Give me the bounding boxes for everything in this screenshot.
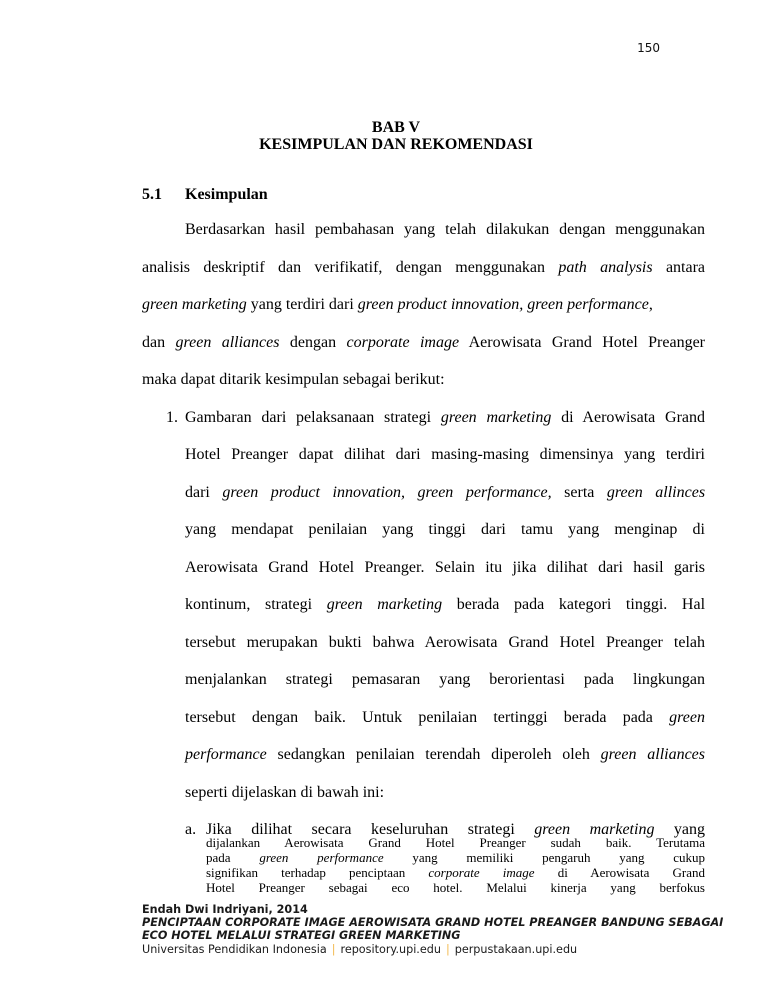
chapter-heading <box>0 119 768 153</box>
footer-repository-link[interactable]: repository.upi.edu <box>340 942 441 956</box>
footer-library-link[interactable]: perpustakaan.upi.edu <box>454 942 578 956</box>
item1-line-8 <box>185 670 705 690</box>
intro-line-2 <box>142 258 705 278</box>
text: di Aerowisata Grand <box>561 409 706 426</box>
term: performance <box>185 746 267 763</box>
term: green allinces <box>606 484 706 501</box>
item1-line-7 <box>185 633 705 653</box>
item1a-line-3 <box>206 851 705 865</box>
item1-line-9 <box>185 708 705 728</box>
footer-title-line-1: PENCIPTAAN CORPORATE IMAGE AEROWISATA GRAND HOTEL PREANGER BANDUNG SEBAGAI <box>142 916 724 930</box>
text: dijalankan Aerowisata Grand Hotel Preanger sudah baik. Terutama <box>206 835 705 850</box>
term: path analysis <box>558 259 653 276</box>
item1-line-2 <box>185 445 705 465</box>
term: green performance <box>259 850 384 865</box>
item1a-line-5 <box>206 881 705 895</box>
intro-line-3 <box>142 295 653 315</box>
section-number: 5.1 <box>142 186 162 203</box>
term: green <box>669 709 705 726</box>
term: green marketing <box>440 409 552 426</box>
footer-author: Endah Dwi Indriyani, 2014 <box>142 903 308 916</box>
text: pada <box>206 850 231 865</box>
list-marker-1: 1. <box>166 409 178 426</box>
text: berada pada kategori tinggi. Hal <box>456 596 706 613</box>
text: serta <box>564 484 595 501</box>
text: menjalankan strategi pemasaran yang berorientasi pada lingkungan <box>185 671 705 688</box>
text: yang mendapat penilaian yang tinggi dari tamu yang menginap di <box>185 521 705 538</box>
text: tersebut dengan baik. Untuk penilaian tertinggi berada pada <box>185 709 653 726</box>
footer-links <box>142 943 742 956</box>
term: green alliances <box>600 746 706 763</box>
footer-separator: | <box>331 942 336 956</box>
section-title: Kesimpulan <box>185 186 268 203</box>
item1-line-1 <box>185 408 705 428</box>
chapter-label: BAB V <box>371 119 421 136</box>
text: kontinum, strategi <box>185 596 313 613</box>
item1-line-11 <box>185 783 384 803</box>
item1a-line-2 <box>206 836 705 850</box>
term: green alliances <box>175 334 280 351</box>
footer <box>142 903 742 956</box>
term: green marketing <box>534 821 655 838</box>
text: di Aerowisata Grand <box>557 865 705 880</box>
term: green product innovation, green performance, <box>222 484 552 501</box>
item1-line-5 <box>185 558 705 578</box>
text: Hotel Preanger dapat dilihat dari masing-masing dimensinya yang terdiri <box>185 446 705 463</box>
text: seperti dijelaskan di bawah ini: <box>185 784 385 801</box>
text: antara <box>665 259 706 276</box>
text: Aerowisata Grand Hotel Preanger <box>468 334 706 351</box>
chapter-title: KESIMPULAN DAN REKOMENDASI <box>259 136 533 153</box>
text: yang memiliki pengaruh yang cukup <box>412 850 706 865</box>
text: dan <box>142 334 166 351</box>
item1a-line-4 <box>206 866 705 880</box>
text: Aerowisata Grand Hotel Preanger. Selain itu jika dilihat dari hasil garis <box>185 559 705 576</box>
term: corporate image <box>346 334 460 351</box>
footer-separator: | <box>445 942 450 956</box>
intro-line-1 <box>185 220 705 240</box>
term: green product innovation, green performance <box>357 296 649 313</box>
item1-line-4 <box>185 520 705 540</box>
text: sedangkan penilaian terendah diperoleh oleh <box>277 746 590 763</box>
term: green marketing <box>142 296 247 313</box>
intro-line-5 <box>142 370 445 390</box>
text: tersebut merupakan bukti bahwa Aerowisata Grand Hotel Preanger telah <box>185 634 705 651</box>
text: dengan <box>289 334 337 351</box>
text: Hotel Preanger sebagai eco hotel. Melalui kinerja yang berfokus <box>206 880 705 895</box>
text: analisis deskriptif dan verifikatif, dengan menggunakan <box>142 259 546 276</box>
footer-title-line-2: ECO HOTEL MELALUI STRATEGI GREEN MARKETING <box>142 929 461 943</box>
text: Jika dilihat secara keseluruhan strategi <box>206 821 515 838</box>
footer-university: Universitas Pendidikan Indonesia <box>142 942 327 956</box>
text: dari <box>185 484 210 501</box>
item1-line-6 <box>185 595 705 615</box>
item1-line-10 <box>185 745 705 765</box>
term: corporate image <box>428 865 535 880</box>
page-number: 150 <box>637 41 660 55</box>
text: maka dapat ditarik kesimpulan sebagai berikut: <box>142 371 445 388</box>
intro-line-4 <box>142 333 705 353</box>
list-marker-a: a. <box>185 821 197 838</box>
text: signifikan terhadap penciptaan <box>206 865 406 880</box>
term: green marketing <box>326 596 443 613</box>
item1-line-3 <box>185 483 705 503</box>
text: Berdasarkan hasil pembahasan yang telah dilakukan dengan menggunakan <box>185 221 705 238</box>
text: yang terdiri dari <box>250 296 354 313</box>
text: yang <box>673 821 706 838</box>
text: , <box>648 296 653 313</box>
text: Gambaran dari pelaksanaan strategi <box>185 409 432 426</box>
